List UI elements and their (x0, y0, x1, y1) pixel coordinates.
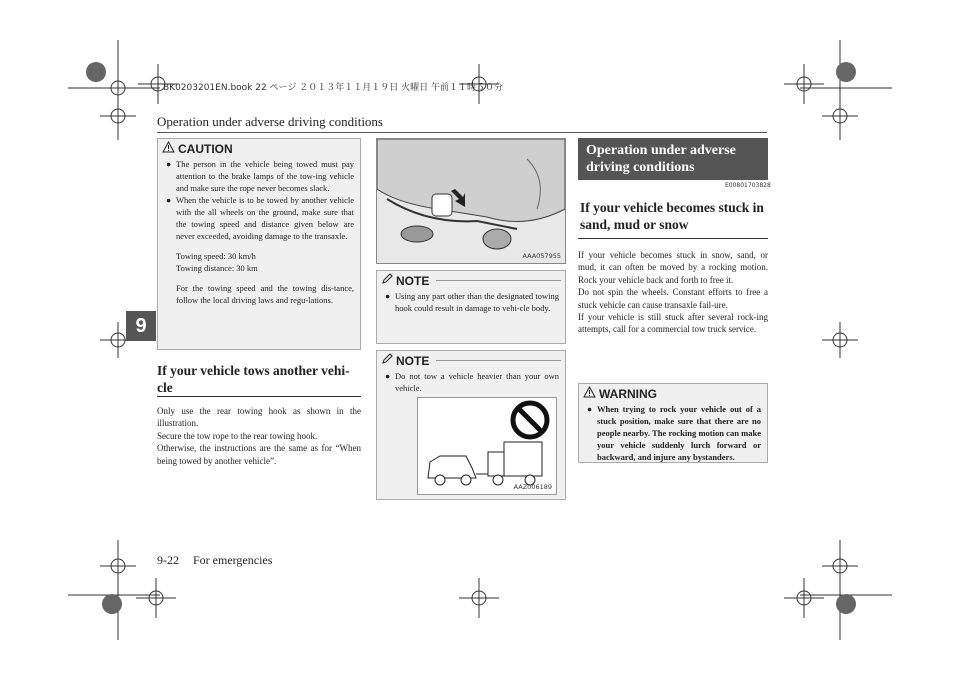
caution-bullet-1: ● The person in the vehicle being towed must pay attention to the brake lamps of the tow-ing vehicle and make sure the rope never becomes slack. (166, 159, 354, 193)
no-tow-illustration (418, 398, 556, 494)
warning-triangle-icon (583, 386, 596, 401)
note1-label: NOTE (396, 273, 430, 288)
footer-section: For emergencies (193, 553, 273, 567)
caution-box (157, 138, 361, 350)
note2-label: NOTE (396, 353, 430, 368)
stuck-p2: Do not spin the wheels. Constant efforts to free a stuck vehicle can cause transaxle fail-ure. (578, 287, 768, 310)
note1-header (377, 271, 565, 290)
header-rule (157, 132, 767, 133)
adverse-heading: Operation under adverse driving conditions (578, 138, 768, 180)
stuck-body (578, 249, 768, 336)
stuck-heading: If your vehicle becomes stuck in sand, mud or snow (580, 200, 764, 232)
note2-header (377, 351, 565, 370)
warning-label: WARNING (599, 386, 657, 401)
towing-hook-figure (376, 138, 566, 264)
page-header-title: Operation under adverse driving conditions (157, 114, 383, 129)
figure2-label: AAZ006189 (513, 483, 552, 491)
warning-box (578, 383, 768, 463)
caution-bullet-2: ● When the vehicle is to be towed by another vehicle with the all wheels on the ground, make sure that the towing speed and distance given below are never exceeded, avoiding damage to the transaxle. (166, 195, 354, 241)
caution-header (158, 139, 360, 158)
pencil-icon (381, 273, 393, 288)
note-box-1 (376, 270, 566, 344)
stuck-p1: If your vehicle becomes stuck in snow, sand, or mud, it can often be moved by a rocking motion. Rock your vehicle back and forth to free it. (578, 250, 768, 285)
figure1-label: AAA057955 (522, 252, 561, 260)
towing-distance: Towing distance: 30 km (176, 263, 258, 273)
page-number: 9-22 (157, 553, 179, 567)
caution-extra: For the towing speed and the towing dis-tance, follow the local driving laws and regu-lations. (176, 283, 354, 305)
pencil-icon (381, 353, 393, 368)
section-code: E00801703828 (725, 182, 771, 189)
tows-heading-rule (157, 396, 361, 397)
towing-hook-illustration (377, 139, 565, 263)
warning-bullet: ● When trying to rock your vehicle out of a stuck position, make sure that there are no people nearby. The rocking motion can make your vehicle suddenly lurch forward or backward, and injure any bystanders. (587, 404, 761, 462)
chapter-tab: 9 (126, 311, 156, 341)
stuck-heading-rule (578, 238, 768, 239)
caution-label: CAUTION (178, 141, 233, 156)
tows-heading: If your vehicle tows another vehi-cle (157, 363, 350, 395)
note2-bullet: ● Do not tow a vehicle heavier than your own vehicle. (385, 371, 559, 393)
note-box-2 (376, 350, 566, 500)
towing-speed: Towing speed: 30 km/h (176, 251, 256, 261)
tows-body: Only use the rear towing hook as shown in the illustration. Secure the tow rope to the rear towing hook. Otherwise, the instructions are the same as for “When being towed by another vehicle”. (157, 406, 361, 466)
no-towing-figure (417, 397, 557, 495)
page-footer (157, 553, 272, 568)
note1-bullet: ● Using any part other than the designated towing hook could result in damage to vehi-cle body. (385, 291, 559, 313)
stuck-p3: If your vehicle is still stuck after several rock-ing attempts, call for a commercial tow truck service. (578, 312, 768, 335)
print-stamp: BK0203201EN.book 22 ページ ２０１３年１１月１９日 火曜日 午前１１時５０分 (163, 83, 503, 93)
warning-header (579, 384, 767, 403)
warning-triangle-icon (162, 141, 175, 156)
